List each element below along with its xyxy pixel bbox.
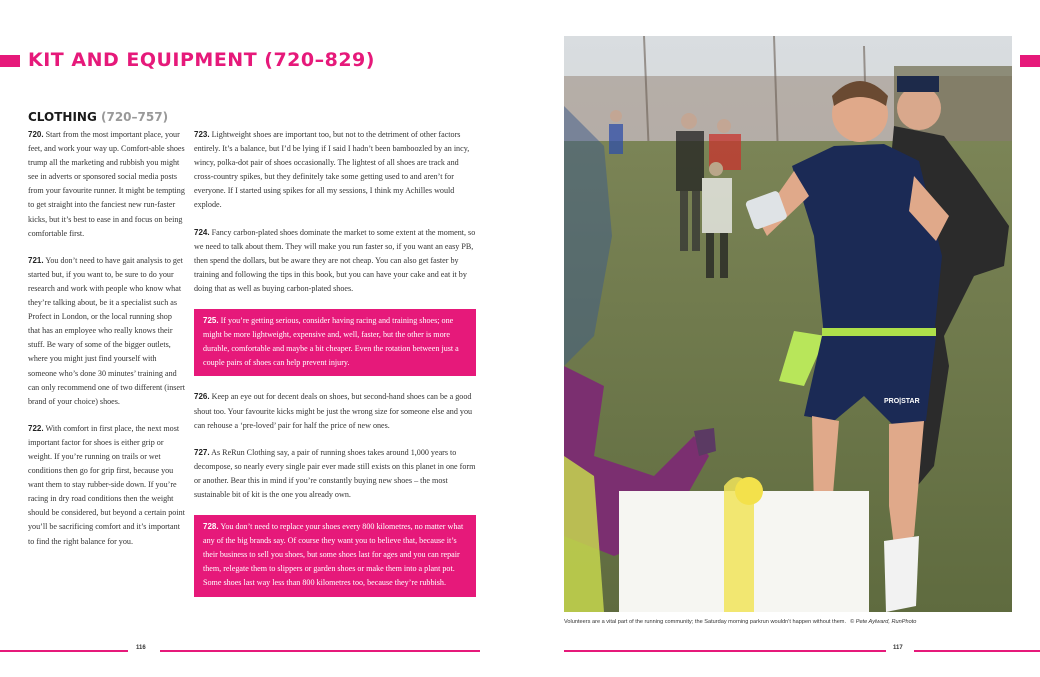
paragraph-724 <box>194 226 476 296</box>
page-number-left: 116 <box>136 645 146 651</box>
paragraph-text: Fancy carbon-plated shoes dominate the market to some extent at the moment, so we need to talk about them. They will make you run faster so, if you want an easy PB, then spend the dollars, but be aware they are not cheap. You can also get faster by training and following the tips in this book, but you can have your cake and eat it by doing that as well as buying carbon-plated shoes. <box>194 227 476 293</box>
paragraph-number: 721. <box>28 255 44 265</box>
paragraph-text: You don’t need to replace your shoes every 800 kilometres, no matter what any of the big brands say. Of course they want you to believe that, because it’s their business to sell you shoes, but some shoes last for ages and you can repair them, relegate them to slippers or garden shoes or make them into a plant pot. Some shoes last way less than 800 kilometres too, because they’re rubbish. <box>203 522 464 588</box>
paragraph-727 <box>194 446 476 502</box>
paragraph-722 <box>28 422 186 549</box>
paragraph-number: 726. <box>194 392 210 402</box>
caption-text: Volunteers are a vital part of the running community; the Saturday morning parkrun wouldn’t happen without them. <box>564 619 847 625</box>
paragraph-number: 727. <box>194 447 210 457</box>
paragraph-number: 722. <box>28 423 44 433</box>
paragraph-723 <box>194 128 476 213</box>
photo-illustration <box>564 36 1012 612</box>
highlight-box-728 <box>194 515 476 596</box>
paragraph-text: You don’t need to have gait analysis to get started but, if you want to, be sure to do your research and work with people who know what they’re talking about, be it a specialist such as Profect in London, or the local running shop that has an employee who really knows their stuff. Be wary of some of the bigger outlets, where you might just find yourself with someone who’s done 30 minutes’ training and can only recommend one of two different (insert brand of your choice) shoes. <box>28 255 185 406</box>
paragraph-number: 724. <box>194 227 210 237</box>
accent-bar-left <box>0 55 20 67</box>
photo-credit: © Pete Aylward, RunPhoto <box>850 619 917 625</box>
paragraph-text: If you’re getting serious, consider having racing and training shoes; one might be more lightweight, expensive and, well, faster, but the other is more durable, comfortable and maybe a bit cheaper. Even the rotation between just a couple pairs of shoes can help prevent injury. <box>203 316 459 368</box>
running-photo <box>564 36 1012 612</box>
paragraph-number: 725. <box>203 316 219 326</box>
footer-rule-center-right <box>564 650 886 652</box>
paragraph-721 <box>28 254 186 409</box>
accent-bar-right <box>1020 55 1040 67</box>
section-title: CLOTHING <box>28 110 97 124</box>
paragraph-text: Start from the most important place, your feet, and work your way up. Comfort-able shoes trump all the marketing and rubbish you might see in adverts or sponsored social media posts from your favourite runner. It might be tempting to get straight into the fanciest new run-faster kicks, but it’s best to ease in and focus on being comfortable first. <box>28 130 185 238</box>
paragraph-text: Lightweight shoes are important too, but not to the detriment of other factors entirely. It’s a balance, but I’d be lying if I said I hadn’t been bamboozled by an incy, wincy, polka-dot pair of shoes occasionally. The lightest of all shoes are track and cross-country spikes, but they definitely take some getting used to and aren’t for everyone. If I started using spikes for all my sessions, I think my Achilles would explode. <box>194 130 470 210</box>
paragraph-number: 728. <box>203 522 219 532</box>
footer-rule-center-left <box>160 650 480 652</box>
highlight-box-725 <box>194 309 476 376</box>
paragraph-text: With comfort in first place, the next most important factor for shoes is either grip or weight. If you’re running on trails or wet conditions then go for grip first, because you want them to stay rubber-side down. If you’re racing in dry road conditions then the weight should be considered, but beyond a certain point you’ll be sacrificing comfort and it’s important to find the right balance for you. <box>28 423 185 546</box>
footer-rule-right <box>914 650 1040 652</box>
paragraph-number: 720. <box>28 130 44 139</box>
section-heading <box>28 110 168 124</box>
paragraph-726 <box>194 390 476 432</box>
footer-rule-left <box>0 650 128 652</box>
photo-caption <box>564 619 1012 625</box>
paragraph-text: As ReRun Clothing say, a pair of running shoes takes around 1,000 years to decompose, so nearly every single pair ever made still exists on this planet in one form or another. Bear this in mind if you’re constantly buying new shoes – the most sustainable bit of kit is the one you already own. <box>194 447 476 499</box>
vest-brand: PRO|STAR <box>884 398 920 405</box>
text-column-right <box>194 128 476 611</box>
page-number-right: 117 <box>893 645 903 651</box>
paragraph-720 <box>28 128 186 241</box>
paragraph-text: Keep an eye out for decent deals on shoes, but second-hand shoes can be a good shout too. Your favourite kicks might be just the wrong size for someone else and you can rehouse a ‘pre-loved’ pair for half the price of new ones. <box>194 392 473 430</box>
text-column-left <box>28 128 186 562</box>
section-range: (720–757) <box>101 110 169 124</box>
paragraph-number: 723. <box>194 130 210 139</box>
chapter-title: KIT AND EQUIPMENT (720–829) <box>28 49 375 71</box>
